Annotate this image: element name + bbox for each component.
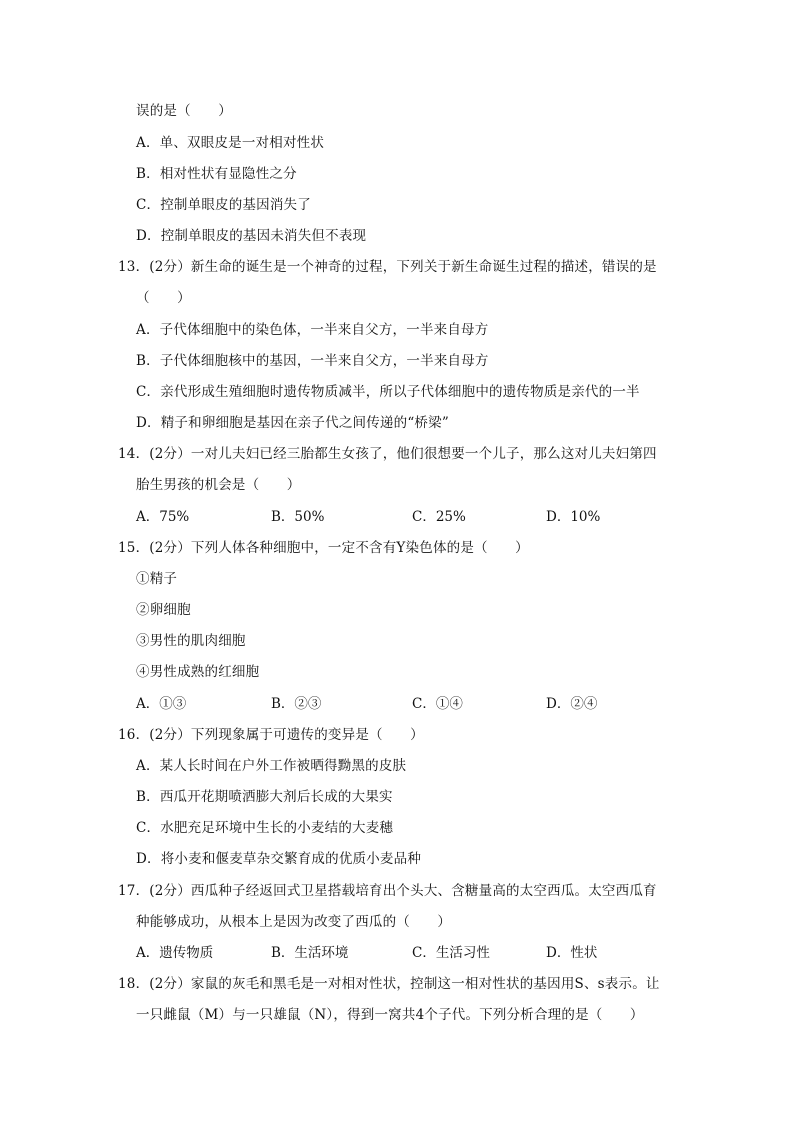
q16-option-b: B．西瓜开花期喷洒膨大剂后长成的大果实 — [136, 789, 393, 805]
q15-item-3: ③男性的肌肉细胞 — [136, 633, 246, 649]
q14-option-a: A．75% — [136, 509, 190, 525]
q15-option-a: A．①③ — [136, 696, 187, 712]
q13-option-c: C．亲代形成生殖细胞时遗传物质减半，所以子代体细胞中的遗传物质是亲代的一半 — [136, 384, 640, 400]
q15-item-1: ①精子 — [136, 571, 178, 587]
q13-option-a: A．子代体细胞中的染色体，一半来自父方，一半来自母方 — [136, 322, 489, 338]
q17-stem-continuation: 种能够成功，从根本上是因为改变了西瓜的（ ） — [136, 914, 452, 930]
q12-option-d: D．控制单眼皮的基因未消失但不表现 — [136, 228, 367, 244]
q12-option-b: B．相对性状有显隐性之分 — [136, 166, 297, 182]
q14-option-d: D．10% — [546, 509, 601, 525]
q16-option-d: D．将小麦和偃麦草杂交繁育成的优质小麦品种 — [136, 851, 422, 867]
q15-option-b: B．②③ — [271, 696, 322, 712]
q15-option-c: C．①④ — [412, 696, 463, 712]
q17-option-b: B．生活环境 — [271, 945, 349, 961]
q13-option-d: D．精子和卵细胞是基因在亲子代之间传递的“桥梁” — [136, 415, 449, 431]
q16-stem: 16．(2分）下列现象属于可遗传的变异是（ ） — [118, 727, 424, 743]
q14-option-b: B．50% — [271, 509, 325, 525]
q17-stem: 17．(2分）西瓜种子经返回式卫星搭载培育出个头大、含糖量高的太空西瓜。太空西瓜育 — [118, 883, 657, 899]
q15-option-d: D．②④ — [546, 696, 598, 712]
q12-stem-continuation: 误的是（ ） — [136, 103, 232, 119]
q12-option-c: C．控制单眼皮的基因消失了 — [136, 197, 311, 213]
q15-item-2: ②卵细胞 — [136, 602, 191, 618]
q18-stem: 18．(2分）家鼠的灰毛和黑毛是一对相对性状，控制这一相对性状的基因用S、s表示。让 — [118, 976, 660, 992]
q18-stem-continuation: 一只雌鼠（M）与一只雄鼠（N），得到一窝共4个子代。下列分析合理的是（ ） — [136, 1007, 644, 1023]
q17-option-a: A．遗传物质 — [136, 945, 214, 961]
q15-options-row — [0, 694, 794, 714]
q16-option-a: A．某人长时间在户外工作被晒得黝黑的皮肤 — [136, 758, 407, 774]
q17-option-d: D．性状 — [546, 945, 598, 961]
q16-option-c: C．水肥充足环境中生长的小麦结的大麦穗 — [136, 820, 394, 836]
q13-option-b: B．子代体细胞核中的基因，一半来自父方，一半来自母方 — [136, 353, 489, 369]
q15-stem: 15．(2分）下列人体各种细胞中，一定不含有Y染色体的是（ ） — [118, 540, 529, 556]
q13-stem: 13．(2分）新生命的诞生是一个神奇的过程，下列关于新生命诞生过程的描述，错误的是 — [118, 259, 657, 275]
q17-options-row — [0, 943, 794, 963]
q12-option-a: A．单、双眼皮是一对相对性状 — [136, 135, 325, 151]
q17-option-c: C．生活习性 — [412, 945, 490, 961]
q15-item-4: ④男性成熟的红细胞 — [136, 664, 260, 680]
q14-stem-continuation: 胎生男孩的机会是（ ） — [136, 477, 301, 493]
q13-stem-continuation: （ ） — [136, 290, 191, 306]
q14-stem: 14．(2分）一对儿夫妇已经三胎都生女孩了，他们很想要一个儿子，那么这对儿夫妇第四 — [118, 446, 657, 462]
q14-options-row — [0, 507, 794, 527]
q14-option-c: C．25% — [412, 509, 466, 525]
